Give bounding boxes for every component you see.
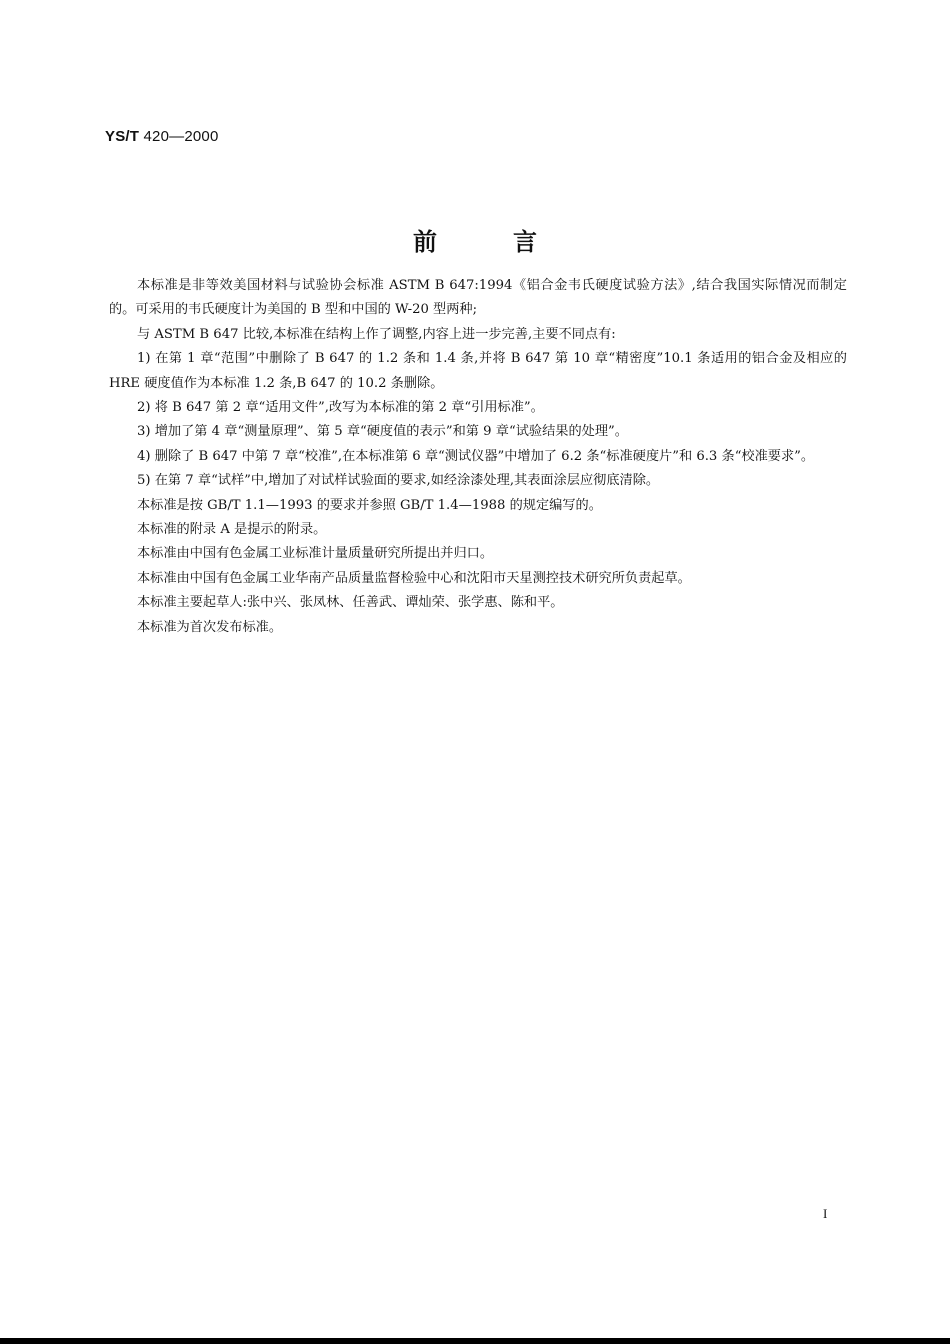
- paragraph-difference-5: 5) 在第 7 章“试样”中,增加了对试样试验面的要求,如经涂漆处理,其表面涂层应彻底清除。: [137, 473, 660, 489]
- standard-number: 420—2000: [139, 128, 219, 145]
- paragraph-appendix: 本标准的附录 A 是提示的附录。: [137, 522, 327, 538]
- paragraph-difference-1: 1) 在第 1 章“范围”中删除了 B 647 的 1.2 条和 1.4 条,并将 B 647 第 10 章“精密度”10.1 条适用的铝合金及相应的 HRE 硬度值作为本标准 1.2 条,B 647 的 10.2 条删除。: [109, 351, 847, 391]
- paragraph-intro: 本标准是非等效美国材料与试验协会标准 ASTM B 647:1994《铝合金韦氏硬度试验方法》,结合我国实际情况而制定的。可采用的韦氏硬度计为美国的 B 型和中国的 W-20 型两种;: [109, 278, 847, 318]
- bottom-border: [0, 1338, 950, 1344]
- paragraph-drafting-units: 本标准由中国有色金属工业华南产品质量监督检验中心和沈阳市天星测控技术研究所负责起草。: [137, 570, 691, 586]
- paragraph-proposer: 本标准由中国有色金属工业标准计量质量研究所提出并归口。: [137, 546, 494, 562]
- paragraph-difference-2: 2) 将 B 647 第 2 章“适用文件”,改写为本标准的第 2 章“引用标准”。: [137, 400, 544, 416]
- standard-code: [105, 128, 219, 145]
- foreword-body: [109, 274, 847, 640]
- paragraph-first-release: 本标准为首次发布标准。: [137, 619, 283, 635]
- paragraph-difference-4: 4) 删除了 B 647 中第 7 章“校准”,在本标准第 6 章“测试仪器”中增加了 6.2 条“标准硬度片”和 6.3 条“校准要求”。: [137, 448, 815, 464]
- paragraph-difference-3: 3) 增加了第 4 章“测量原理”、第 5 章“硬度值的表示”和第 9 章“试验结果的处理”。: [137, 424, 628, 440]
- paragraph-comparison: 与 ASTM B 647 比较,本标准在结构上作了调整,内容上进一步完善,主要不同点有:: [137, 326, 616, 342]
- paragraph-drafters: 本标准主要起草人:张中兴、张凤林、任善武、谭灿荣、张学惠、陈和平。: [137, 595, 564, 611]
- paragraph-drafting-rules: 本标准是按 GB/T 1.1—1993 的要求并参照 GB/T 1.4—1988 的规定编写的。: [137, 497, 602, 513]
- standard-prefix: YS/T: [105, 128, 140, 145]
- page-number: I: [823, 1206, 828, 1221]
- page-title: 前言: [413, 228, 613, 256]
